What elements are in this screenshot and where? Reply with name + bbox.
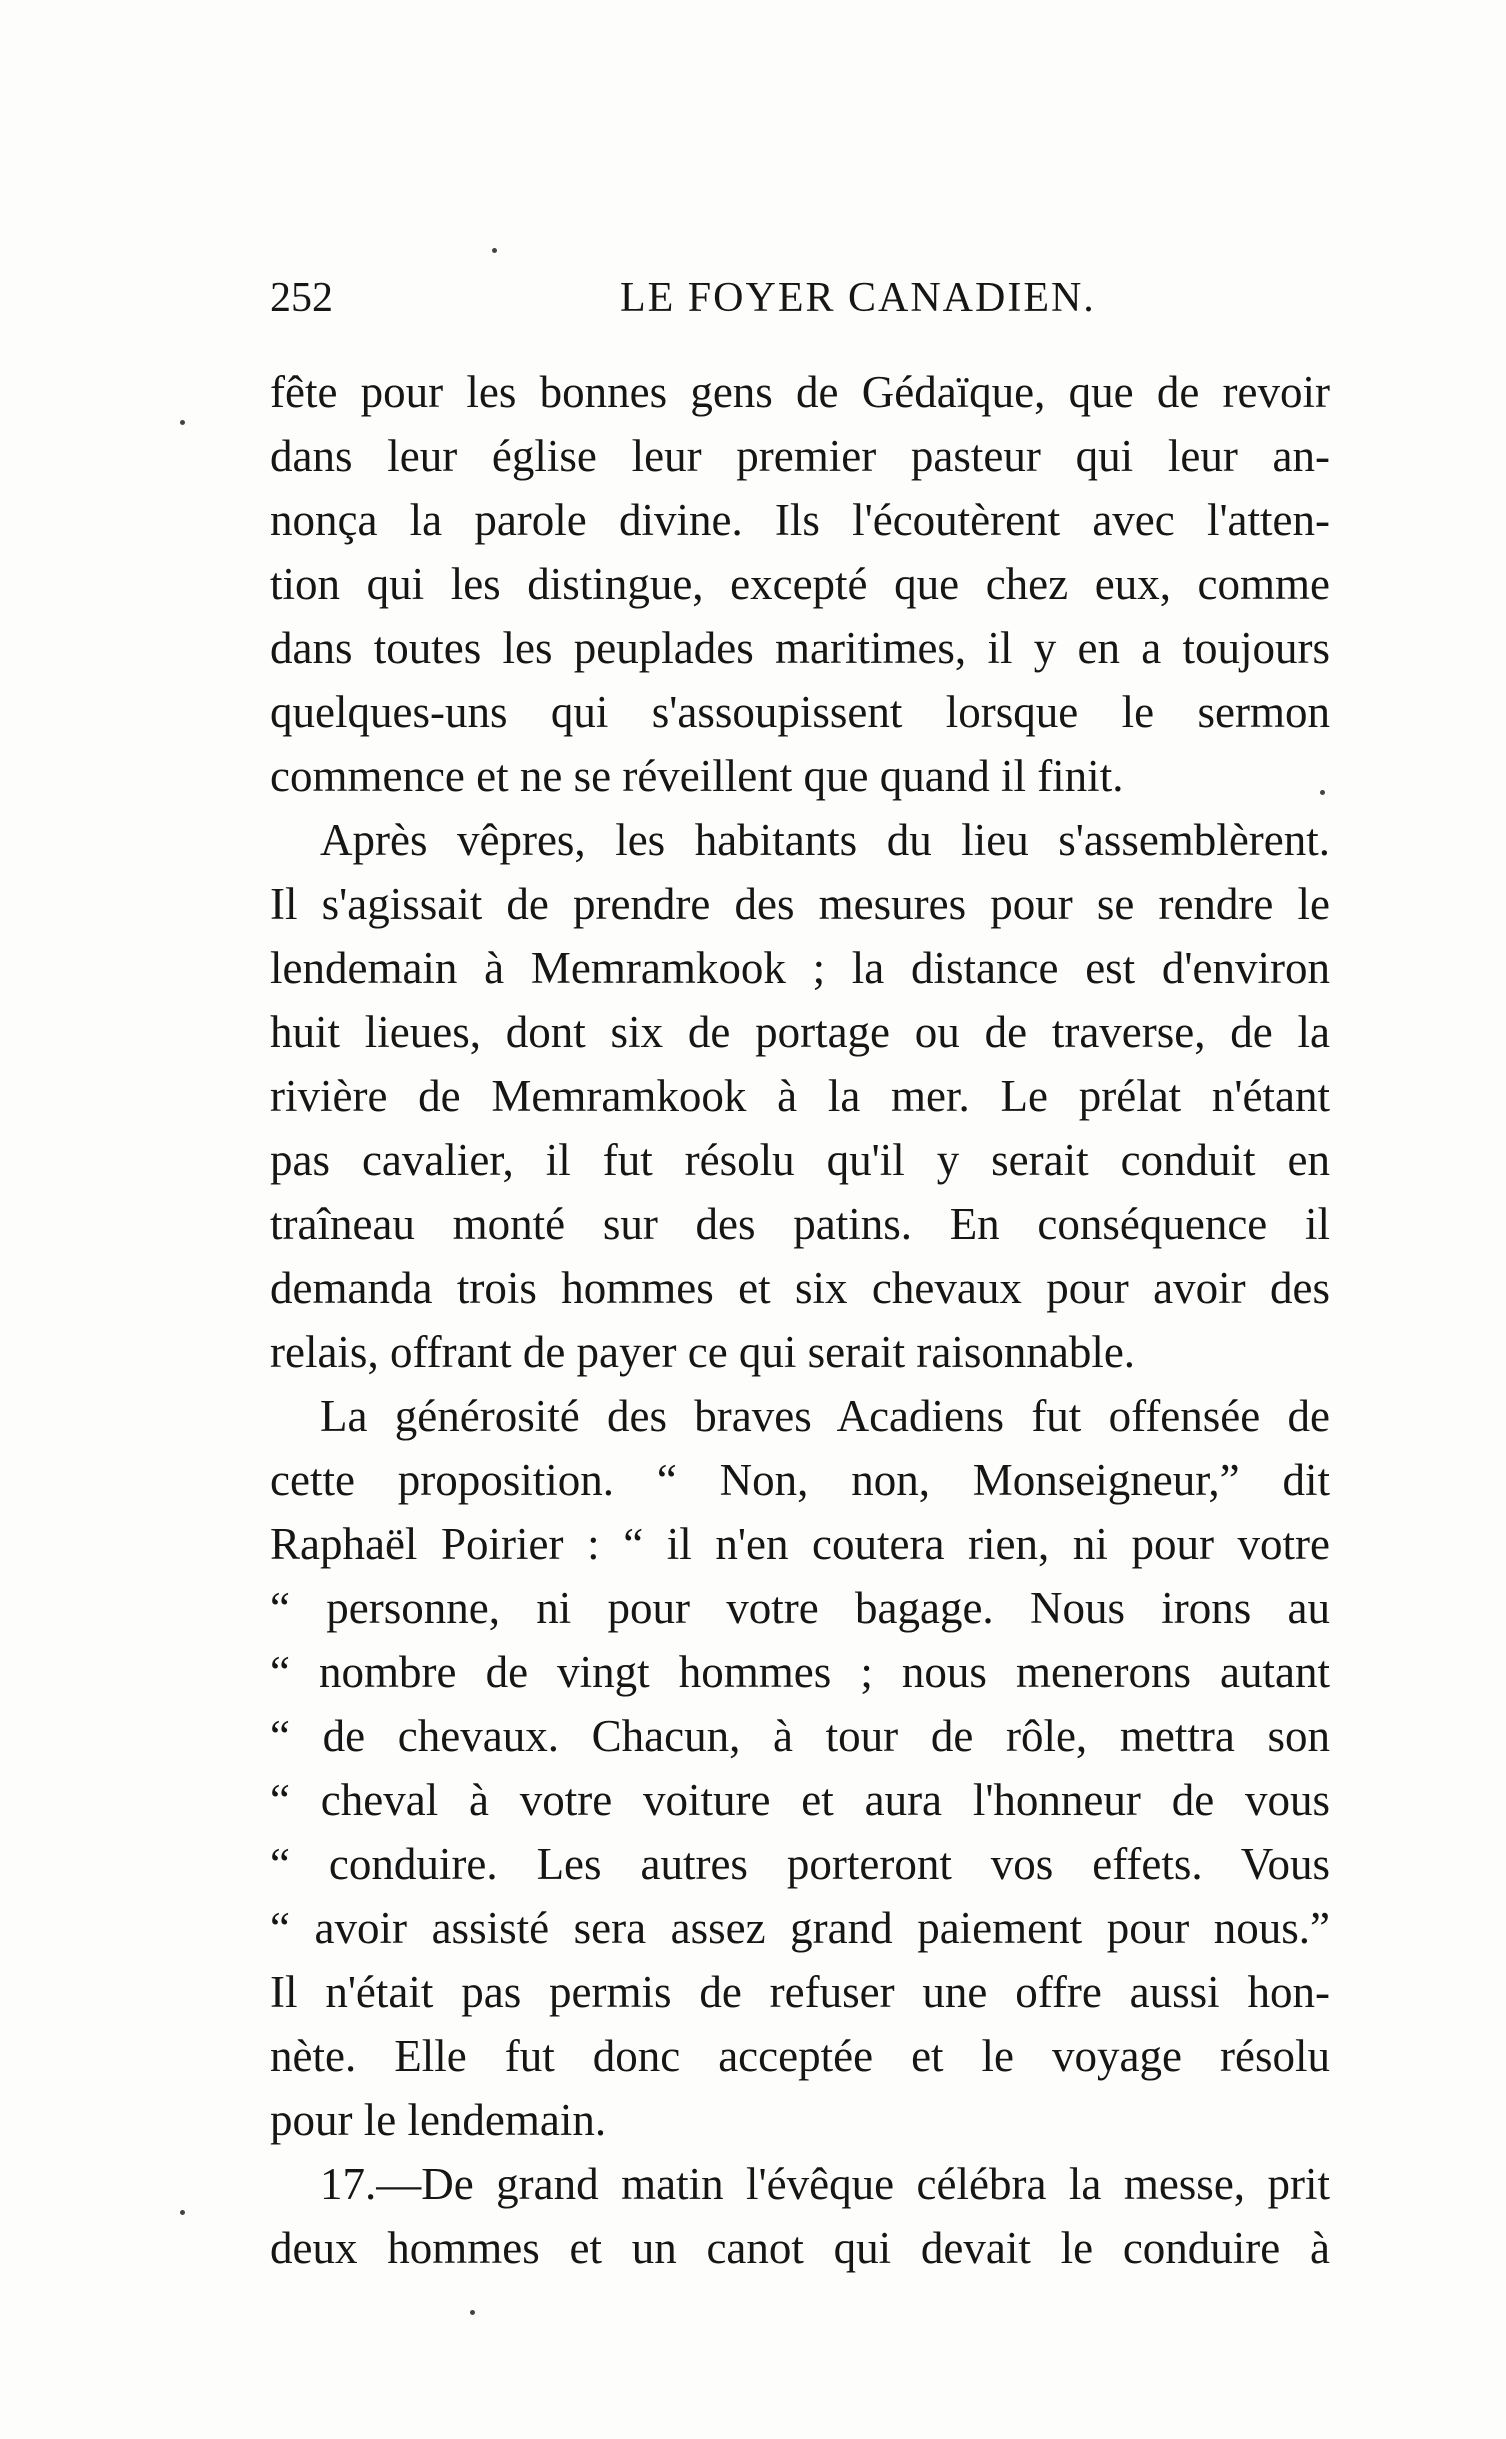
text-line: Après vêpres, les habitants du lieu s'assemblèrent. [320,815,1330,865]
text-line: Raphaël Poirier : “ il n'en coutera rien, ni pour votre [270,1519,1330,1569]
running-title: LE FOYER CANADIEN. [620,275,1096,321]
print-speck [180,420,185,425]
text-line: huit lieues, dont six de portage ou de traverse, de la [270,1007,1330,1057]
text-line: lendemain à Memramkook ; la distance est d'environ [270,943,1330,993]
text-line: quelques-uns qui s'assoupissent lorsque le sermon [270,687,1330,737]
text-line: “ conduire. Les autres porteront vos effets. Vous [270,1839,1330,1889]
text-line: 17.—De grand matin l'évêque célébra la messe, prit [320,2159,1330,2209]
text-line: nonça la parole divine. Ils l'écoutèrent avec l'atten- [270,495,1330,545]
page-number: 252 [270,275,333,321]
text-line: “ nombre de vingt hommes ; nous menerons autant [270,1647,1330,1697]
text-line: La générosité des braves Acadiens fut offensée de [320,1391,1330,1441]
text-line: traîneau monté sur des patins. En conséquence il [270,1199,1330,1249]
text-line: tion qui les distingue, excepté que chez eux, comme [270,559,1330,609]
text-line: Il n'était pas permis de refuser une offre aussi hon- [270,1967,1330,2017]
text-line: “ de chevaux. Chacun, à tour de rôle, mettra son [270,1711,1330,1761]
text-line: pour le lendemain. [270,2095,607,2145]
text-line: commence et ne se réveillent que quand il finit. [270,751,1124,801]
page-header [270,268,1330,328]
text-line: “ personne, ni pour votre bagage. Nous irons au [270,1583,1330,1633]
text-line: “ avoir assisté sera assez grand paiement pour nous.” [270,1903,1330,1953]
print-speck [180,2210,185,2215]
text-line: cette proposition. “ Non, non, Monseigneur,” dit [270,1455,1330,1505]
text-line: fête pour les bonnes gens de Gédaïque, que de revoir [270,367,1330,417]
body-text [270,360,1330,2280]
text-line: dans toutes les peuplades maritimes, il y en a toujours [270,623,1330,673]
text-line: rivière de Memramkook à la mer. Le prélat n'étant [270,1071,1330,1121]
text-line: nète. Elle fut donc acceptée et le voyage résolu [270,2031,1330,2081]
print-speck [1320,790,1325,795]
text-line: pas cavalier, il fut résolu qu'il y serait conduit en [270,1135,1330,1185]
print-speck [492,248,497,253]
text-line: dans leur église leur premier pasteur qui leur an- [270,431,1330,481]
text-line: “ cheval à votre voiture et aura l'honneur de vous [270,1775,1330,1825]
text-line: demanda trois hommes et six chevaux pour avoir des [270,1263,1330,1313]
text-line: Il s'agissait de prendre des mesures pour se rendre le [270,879,1330,929]
text-line: relais, offrant de payer ce qui serait raisonnable. [270,1327,1136,1377]
text-line: deux hommes et un canot qui devait le conduire à [270,2223,1330,2273]
print-speck [470,2310,475,2315]
